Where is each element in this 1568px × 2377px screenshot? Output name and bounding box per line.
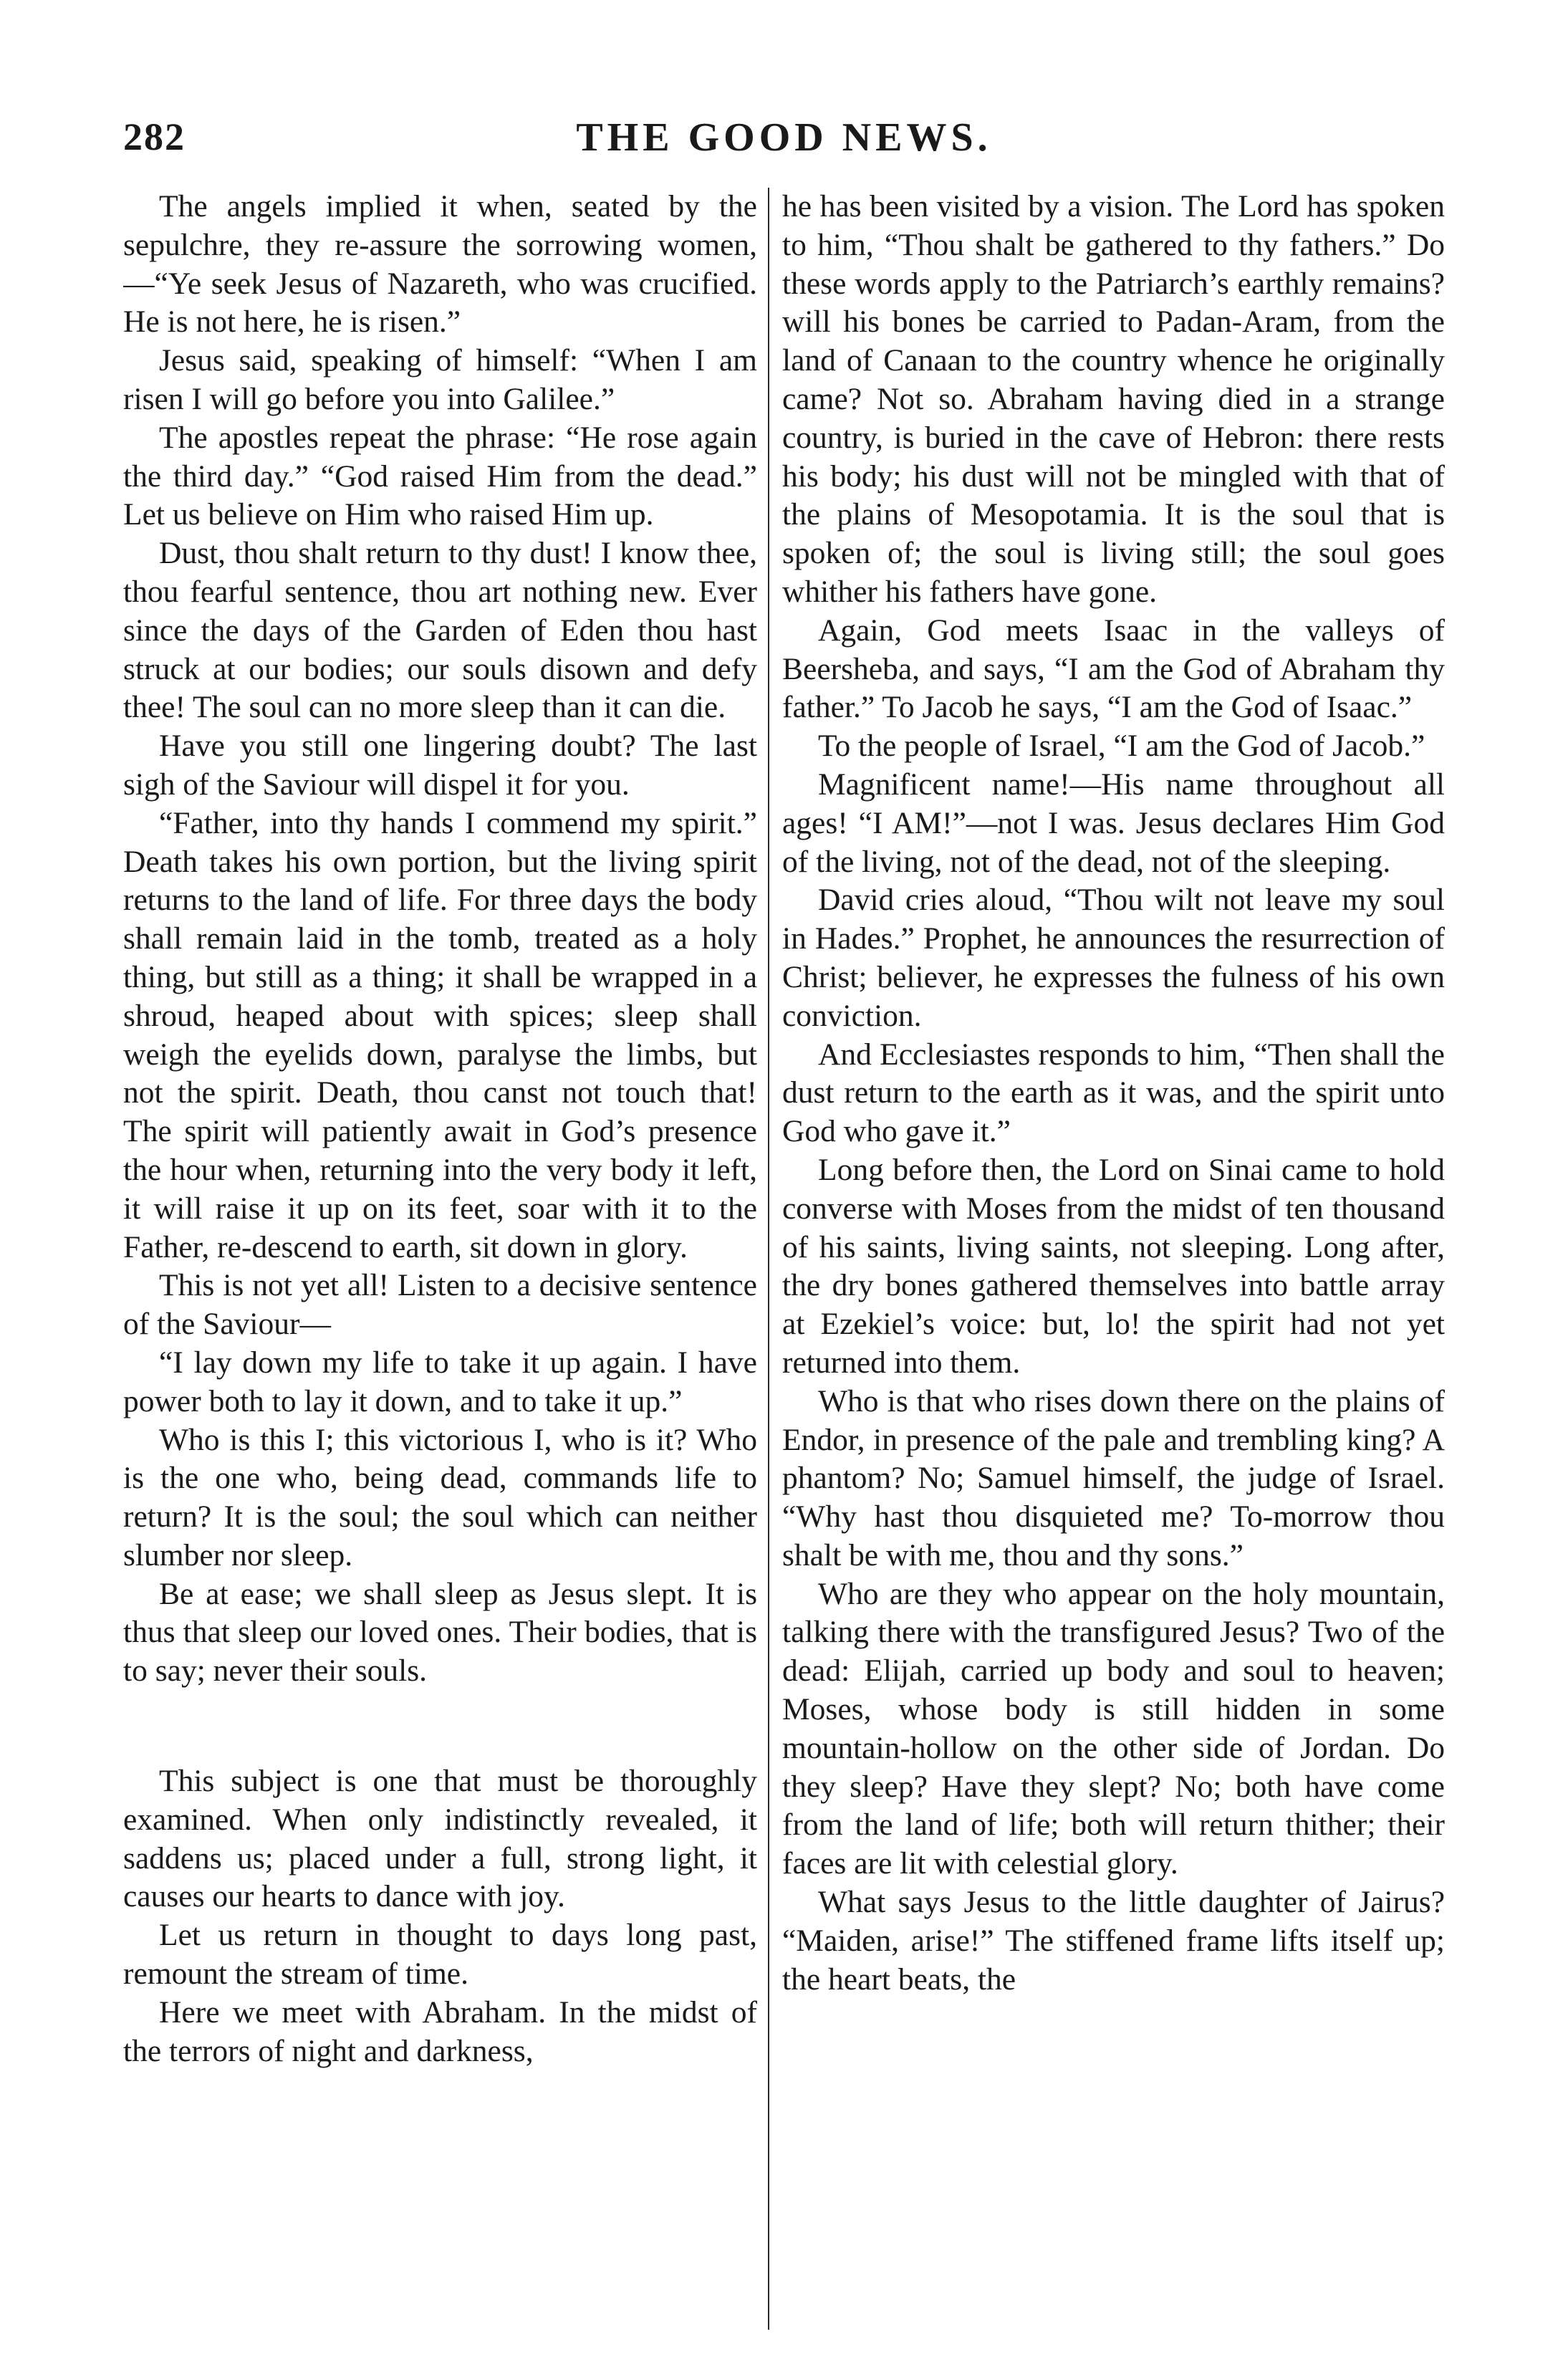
paragraph: To the people of Israel, “I am the God of Jacob.” xyxy=(818,729,1425,764)
paragraph: Magnificent name!—His name throughout all ages! “I AM!”—not I was. Jesus declares Him God of the living, not of the dead, not of the sleeping. xyxy=(782,767,1445,879)
paragraph: Who is this I; this victorious I, who is it? Who is the one who, being dead, commands life to return? It is the soul; the soul which can neither slumber nor sleep. xyxy=(123,1422,757,1572)
paragraph: Who is that who rises down there on the plains of Endor, in presence of the pale and trembling king? A phantom? No; Samuel himself, the judge of Israel. “Why hast thou disquieted me? To-morrow thou shalt be with me, thou and thy sons.” xyxy=(782,1383,1445,1572)
paragraph: Have you still one lingering doubt? The last sigh of the Saviour will dispel it for you. xyxy=(123,729,757,802)
paragraph: Long before then, the Lord on Sinai came to hold converse with Moses from the midst of ten thousand of his saints, living saints, not sleeping. Long after, the dry bones gathered themselves into battle array at Ezekiel’s voice: but, lo! the spirit had not yet returned into them. xyxy=(782,1152,1445,1380)
paragraph: Be at ease; we shall sleep as Jesus slept. It is thus that sleep our loved ones. Their bodies, that is to say; never their souls. xyxy=(123,1576,757,1689)
paragraph: The apostles repeat the phrase: “He rose again the third day.” “God raised Him from the dead.” Let us believe on Him who raised Him up. xyxy=(123,420,757,532)
paragraph: “I lay down my life to take it up again. I have power both to lay it down, and to take it up.” xyxy=(123,1345,757,1418)
paragraph: Let us return in thought to days long past, remount the stream of time. xyxy=(123,1918,757,1992)
running-head xyxy=(0,115,1568,172)
paragraph: “Father, into thy hands I commend my spirit.” Death takes his own portion, but the living spirit returns to the land of life. For three days the body shall remain laid in the tomb, treated as a holy thing, but still as a thing; it shall be wrapped in a shroud, heaped about with spices; sleep shall weigh the eyelids down, paralyse the limbs, but not the spirit. Death, thou canst not touch that! The spirit will patiently await in God’s presence the hour when, returning into the very body it left, it will raise it up on its feet, soar with it to the Father, re-descend to earth, sit down in glory. xyxy=(123,805,757,1264)
left-column xyxy=(123,188,757,2330)
paragraph: And Ecclesiastes responds to him, “Then shall the dust return to the earth as it was, and the spirit unto God who gave it.” xyxy=(782,1037,1445,1149)
paragraph: This subject is one that must be thoroughly examined. When only indistinctly revealed, it saddens us; placed under a full, strong light, it causes our hearts to dance with joy. xyxy=(123,1764,757,1914)
journal-title: THE GOOD NEWS. xyxy=(576,115,992,160)
paragraph: he has been visited by a vision. The Lord has spoken to him, “Thou shalt be gathered to thy fathers.” Do these words apply to the Patriarch’s earthly remains? will his bones be carried to Padan-Aram, from the land of Canaan to the country whence he originally came? Not so. Abraham having died in a strange country, is buried in the cave of Hebron: there rests his body; his dust will not be mingled with that of the plains of Mesopotamia. It is the soul that is spoken of; the soul is living still; the soul goes whither his fathers have gone. xyxy=(782,189,1445,609)
paragraph: Who are they who appear on the holy mountain, talking there with the transfigured Jesus? Two of the dead: Elijah, carried up body and soul to heaven; Moses, whose body is still hidden in some mountain-hollow on the other side of Jordan. Do they sleep? Have they slept? No; both have come from the land of life; both will return thither; their faces are lit with celestial glory. xyxy=(782,1576,1445,1881)
paragraph: The angels implied it when, seated by the sepulchre, they re-assure the sorrowing women,—“Ye seek Jesus of Nazareth, who was crucified. He is not here, he is risen.” xyxy=(123,189,757,340)
paragraph: Again, God meets Isaac in the valleys of Beersheba, and says, “I am the God of Abraham thy father.” To Jacob he says, “I am the God of Isaac.” xyxy=(782,613,1445,725)
paragraph: David cries aloud, “Thou wilt not leave my soul in Hades.” Prophet, he announces the resurrection of Christ; believer, he expresses the fulness of his own conviction. xyxy=(782,883,1445,1033)
paragraph: Jesus said, speaking of himself: “When I am risen I will go before you into Galilee.” xyxy=(123,343,757,416)
right-column xyxy=(782,188,1445,2330)
paragraph: What says Jesus to the little daughter of Jairus? “Maiden, arise!” The stiffened frame lifts itself up; the heart beats, the xyxy=(782,1885,1445,1997)
paragraph: This is not yet all! Listen to a decisive sentence of the Saviour— xyxy=(123,1268,757,1342)
page-number: 282 xyxy=(123,115,186,158)
paragraph: Here we meet with Abraham. In the midst of the terrors of night and darkness, xyxy=(123,1994,757,2068)
paragraph: Dust, thou shalt return to thy dust! I know thee, thou fearful sentence, thou art nothing new. Ever since the days of the Garden of Eden thou hast struck at our bodies; our souls disown and defy thee! The soul can no more sleep than it can die. xyxy=(123,536,757,725)
column-divider xyxy=(768,188,769,2330)
